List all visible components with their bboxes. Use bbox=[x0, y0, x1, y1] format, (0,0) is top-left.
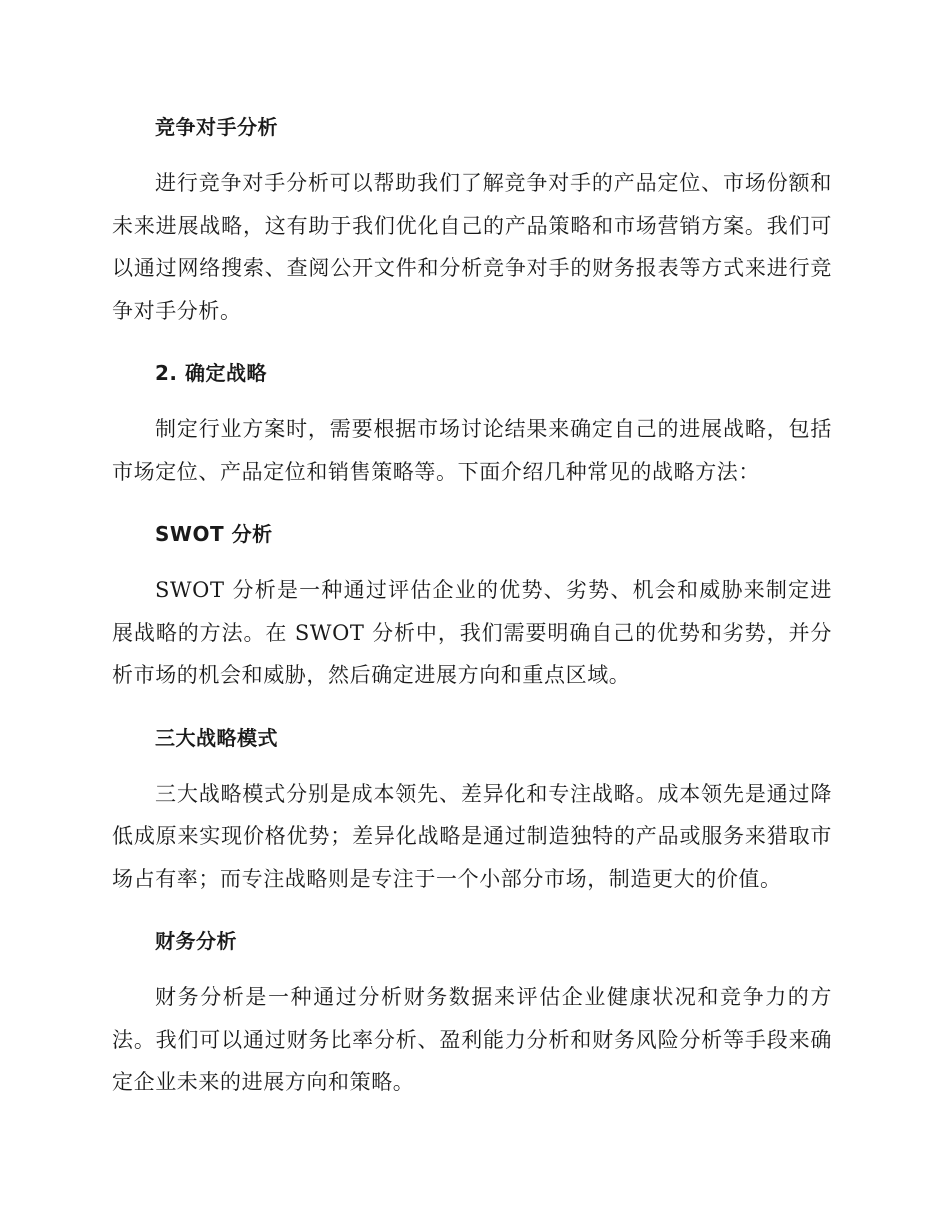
section-paragraph: SWOT 分析是一种通过评估企业的优势、劣势、机会和威胁来制定进展战略的方法。在 SWOT 分析中，我们需要明确自己的优势和劣势，并分析市场的机会和威胁，然后确定进展方向和重点区域。 bbox=[112, 578, 832, 687]
section-heading: 财务分析 bbox=[155, 929, 237, 953]
section-determine-strategy bbox=[112, 351, 832, 493]
section-financial-analysis bbox=[112, 919, 832, 1104]
section-swot-analysis bbox=[112, 512, 832, 697]
section-three-strategy-modes bbox=[112, 716, 832, 901]
section-paragraph: 财务分析是一种通过分析财务数据来评估企业健康状况和竞争力的方法。我们可以通过财务比率分析、盈利能力分析和财务风险分析等手段来确定企业未来的进展方向和策略。 bbox=[112, 985, 832, 1094]
section-paragraph: 进行竞争对手分析可以帮助我们了解竞争对手的产品定位、市场份额和未来进展战略，这有助于我们优化自己的产品策略和市场营销方案。我们可以通过网络搜索、查阅公开文件和分析竞争对手的财务报表等方式来进行竞争对手分析。 bbox=[112, 171, 832, 323]
section-heading: 竞争对手分析 bbox=[155, 115, 278, 139]
section-heading: 2. 确定战略 bbox=[155, 361, 267, 385]
document-page bbox=[112, 105, 832, 1123]
section-heading: 三大战略模式 bbox=[155, 725, 278, 750]
section-competitor-analysis bbox=[112, 105, 832, 332]
section-paragraph: 制定行业方案时，需要根据市场讨论结果来确定自己的进展战略，包括市场定位、产品定位和销售策略等。下面介绍几种常见的战略方法： bbox=[112, 417, 832, 484]
section-paragraph: 三大战略模式分别是成本领先、差异化和专注战略。成本领先是通过降低成原来实现价格优势；差异化战略是通过制造独特的产品或服务来猎取市场占有率；而专注战略则是专注于一个小部分市场，制造更大的价值。 bbox=[112, 781, 832, 891]
section-heading: SWOT 分析 bbox=[155, 522, 273, 546]
